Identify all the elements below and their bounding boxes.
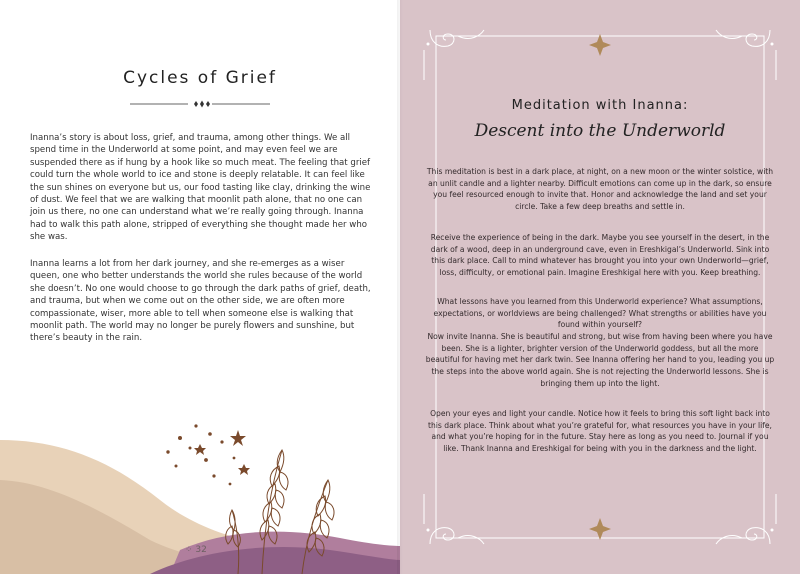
page-number: [185, 545, 207, 555]
left-page-title: Cycles of Grief: [123, 68, 277, 88]
right-paragraph-2: Receive the experience of being in the dark. Maybe you see yourself in the desert, in the dark of a wood, deep in an underground cave, even in Ereshkigal’s Underworld. Sink into this dark place. Call to mind whatever has brought you into your own Underworld—grief, loss, difficulty, or emotional pain. Imagine Ereshkigal here with you. Keep breathing.: [430, 233, 770, 278]
left-paragraph-1: Inanna’s story is about loss, grief, and trauma, among other things. We all spend time in the Underworld at some point, and may even feel we are suspended there as if hung by a hook like so much meat. The feeling that grief could turn the whole world to ice and stone is deeply relatable. It can feel like the sun shines on everyone but us, our food tasting like clay, drinking the wine of dust. We feel that we are walking that moonlit path alone, that no one can join us there, no one can understand what we’re really going through. Inanna had to walk this path alone, stripped of everything she thought made her who she was.: [30, 133, 371, 243]
right-paragraph-3: What lessons have you learned from this Underworld experience? What assumptions, expectations, or worldviews are being challenged? What strengths or abilities have you found within yourself?: [433, 297, 767, 330]
right-page-subtitle: Descent into the Underworld: [474, 121, 726, 141]
left-paragraph-2: Inanna learns a lot from her dark journey, and she re-emerges as a wiser queen, one who better understands the world she rules because of the world she doesn’t. No one would choose to go through the dark paths of grief, death, and trauma, but when we come out on the other side, we are often more compassionate, wiser, more able to tell when someone else is walking that moonlit path. The world may no longer be purely flowers and sunshine, but there’s beauty in the rain.: [30, 259, 371, 344]
book-gutter: [397, 0, 403, 574]
sparkle-icon: ⁘: [185, 545, 196, 555]
right-paragraph-1: This meditation is best in a dark place, at night, on a new moon or the winter solstice, with an unlit candle and a lighter nearby. Difficult emotions can come up in the dark, so ensure you feel resourced enough to invite that. Honor and acknowledge the land and set your circle. Take a few deep breaths and settle in.: [426, 167, 774, 212]
right-paragraph-4: Now invite Inanna. She is beautiful and strong, but wise from having been where you have been. She is a lighter, brighter version of the Underworld goddess, but all the more beautiful for having met her dark twin. See Inanna offering her hand to you, leading you up the steps into the above world again. She is not rejecting the Underworld lessons. She is bringing them up into the light.: [425, 332, 775, 388]
right-paragraph-5: Open your eyes and light your candle. Notice how it feels to bring this soft light back into this dark place. Think about what you’re grateful for, what resources you have in your life, and what you’re hoping for in the future. Stay here as long as you need to. Journal if you like. Thank Inanna and Ereshkigal for being with you in the darkness and the light.: [428, 409, 772, 454]
star-icon: [166, 424, 250, 485]
title-divider: [130, 98, 270, 110]
right-page-title: Meditation with Inanna:: [511, 98, 689, 113]
page-number-label: 32: [195, 545, 207, 555]
